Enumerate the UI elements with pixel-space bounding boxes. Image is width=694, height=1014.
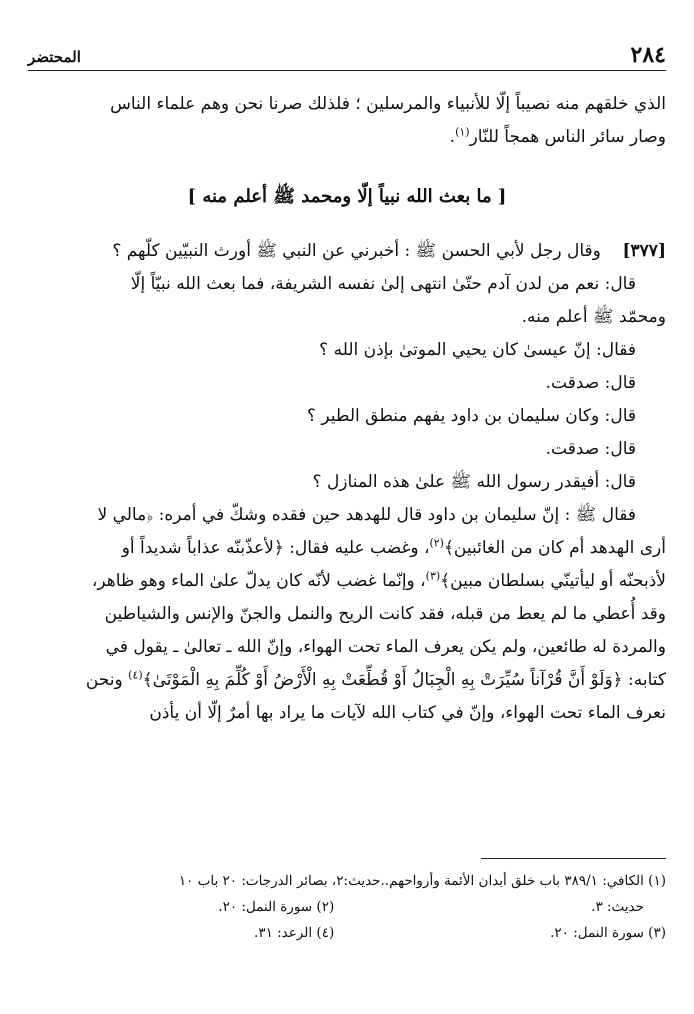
dialogue-line: قال: صدقت. xyxy=(545,439,636,459)
text-line: لأذبحنّه أو ليأتينّي بسلطان مبين﴾$^{(٣)}$، وإنّما غضب لأنّه كان يدلّ علىٰ الماء وهو ظاهر، xyxy=(91,569,666,591)
footnote-4: (٤) الرعد: ٣١. xyxy=(254,925,335,941)
text-line: والمردة له طائعين، ولم يكن يعرف الماء تحت الهواء، وإنّ الله ـ تعالىٰ ـ يقول في xyxy=(105,637,666,657)
text-line: فقال ﷺ : إنّ سليمان بن داود قال للهدهد حين فقده وشكّ في أمره: ﴿مالي لا xyxy=(97,505,636,525)
page-header xyxy=(28,34,666,71)
footnote-ref: (٣) xyxy=(425,569,441,583)
dialogue-line: قال: صدقت. xyxy=(545,373,636,393)
page-number: ٢٨٤ xyxy=(630,42,666,68)
footnote-1-cont: حديث: ٣. xyxy=(591,899,644,915)
running-title: المحتضر xyxy=(28,48,81,66)
footnote-ref: (١) xyxy=(455,125,470,139)
text-line: الذي خلقهم منه نصيباً إلّا للأنبياء والمرسلين ؛ فلذلك صرنا نحن وهم علماء الناس xyxy=(110,94,666,114)
page-body xyxy=(28,88,666,730)
dialogue-line: قال: وكان سليمان بن داود يفهم منطق الطير ؟ xyxy=(306,406,636,426)
text-line: قال: نعم من لدن آدم حتّىٰ انتهى إلىٰ نفسه الشريفة، فما بعث الله نبيّاً إلّا xyxy=(130,274,636,294)
footnote-ref: (٤) xyxy=(128,668,143,682)
dialogue-line: فقال: إنّ عيسىٰ كان يحيي الموتىٰ بإذن الله ؟ xyxy=(319,340,636,360)
footnotes xyxy=(28,868,666,946)
footnote-2: (٢) سورة النمل: ٢٠. xyxy=(218,899,335,915)
text-line: نعرف الماء تحت الهواء، وإنّ في كتاب الله لآيات ما يراد بها أمرٌ إلّا أن يأذن xyxy=(149,703,666,723)
text-line: أرى الهدهد أم كان من الغائبين﴾$^{(٢)}$، وغضب عليه فقال: ﴿لأعذّبنّه عذاباً شديداً أو xyxy=(121,536,666,558)
hadith-opening: [٣٧٧] وقال رجل لأبي الحسن ﷺ : أخبرني عن النبي ﷺ أورث النبيّين كلّهم ؟ xyxy=(112,241,666,261)
text-line: وصار سائر الناس همجاً للنّار$^{(١)}$. xyxy=(449,125,666,147)
footnote-divider xyxy=(481,858,666,859)
footnote-1: (١) الكافي: ٣٨٩/١ باب خلق أبدان الأئمة وأرواحهم..حديث:٢، بصائر الدرجات: ٢٠ باب ١٠ xyxy=(178,873,666,889)
text-line: ومحمّد ﷺ أعلم منه. xyxy=(521,307,666,327)
footnote-ref: (٢) xyxy=(429,536,444,550)
dialogue-line: قال: أفيقدر رسول الله ﷺ علىٰ هذه المنازل ؟ xyxy=(312,472,636,492)
section-heading: [ ما بعث الله نبياً إلّا ومحمد ﷺ أعلم منه ] xyxy=(187,186,507,207)
text-line: كتابه: ﴿وَلَوْ أَنَّ قُرْآناً سُيِّرَتْ بِهِ الْجِبَالُ أَوْ قُطِّعَتْ بِهِ الْأَرْضُ أَوْ كُلِّمَ بِهِ الْمَوْتَىٰ﴾$^{(٤)}$ ونحن xyxy=(85,668,666,690)
hadith-number: [٣٧٧] xyxy=(622,241,666,261)
text-line: وقد أُعطي ما لم يعط من قبله، فقد كانت الريح والنمل والجنّ والإنس والشياطين xyxy=(104,604,666,624)
footnote-3: (٣) سورة النمل: ٢٠. xyxy=(550,925,666,941)
